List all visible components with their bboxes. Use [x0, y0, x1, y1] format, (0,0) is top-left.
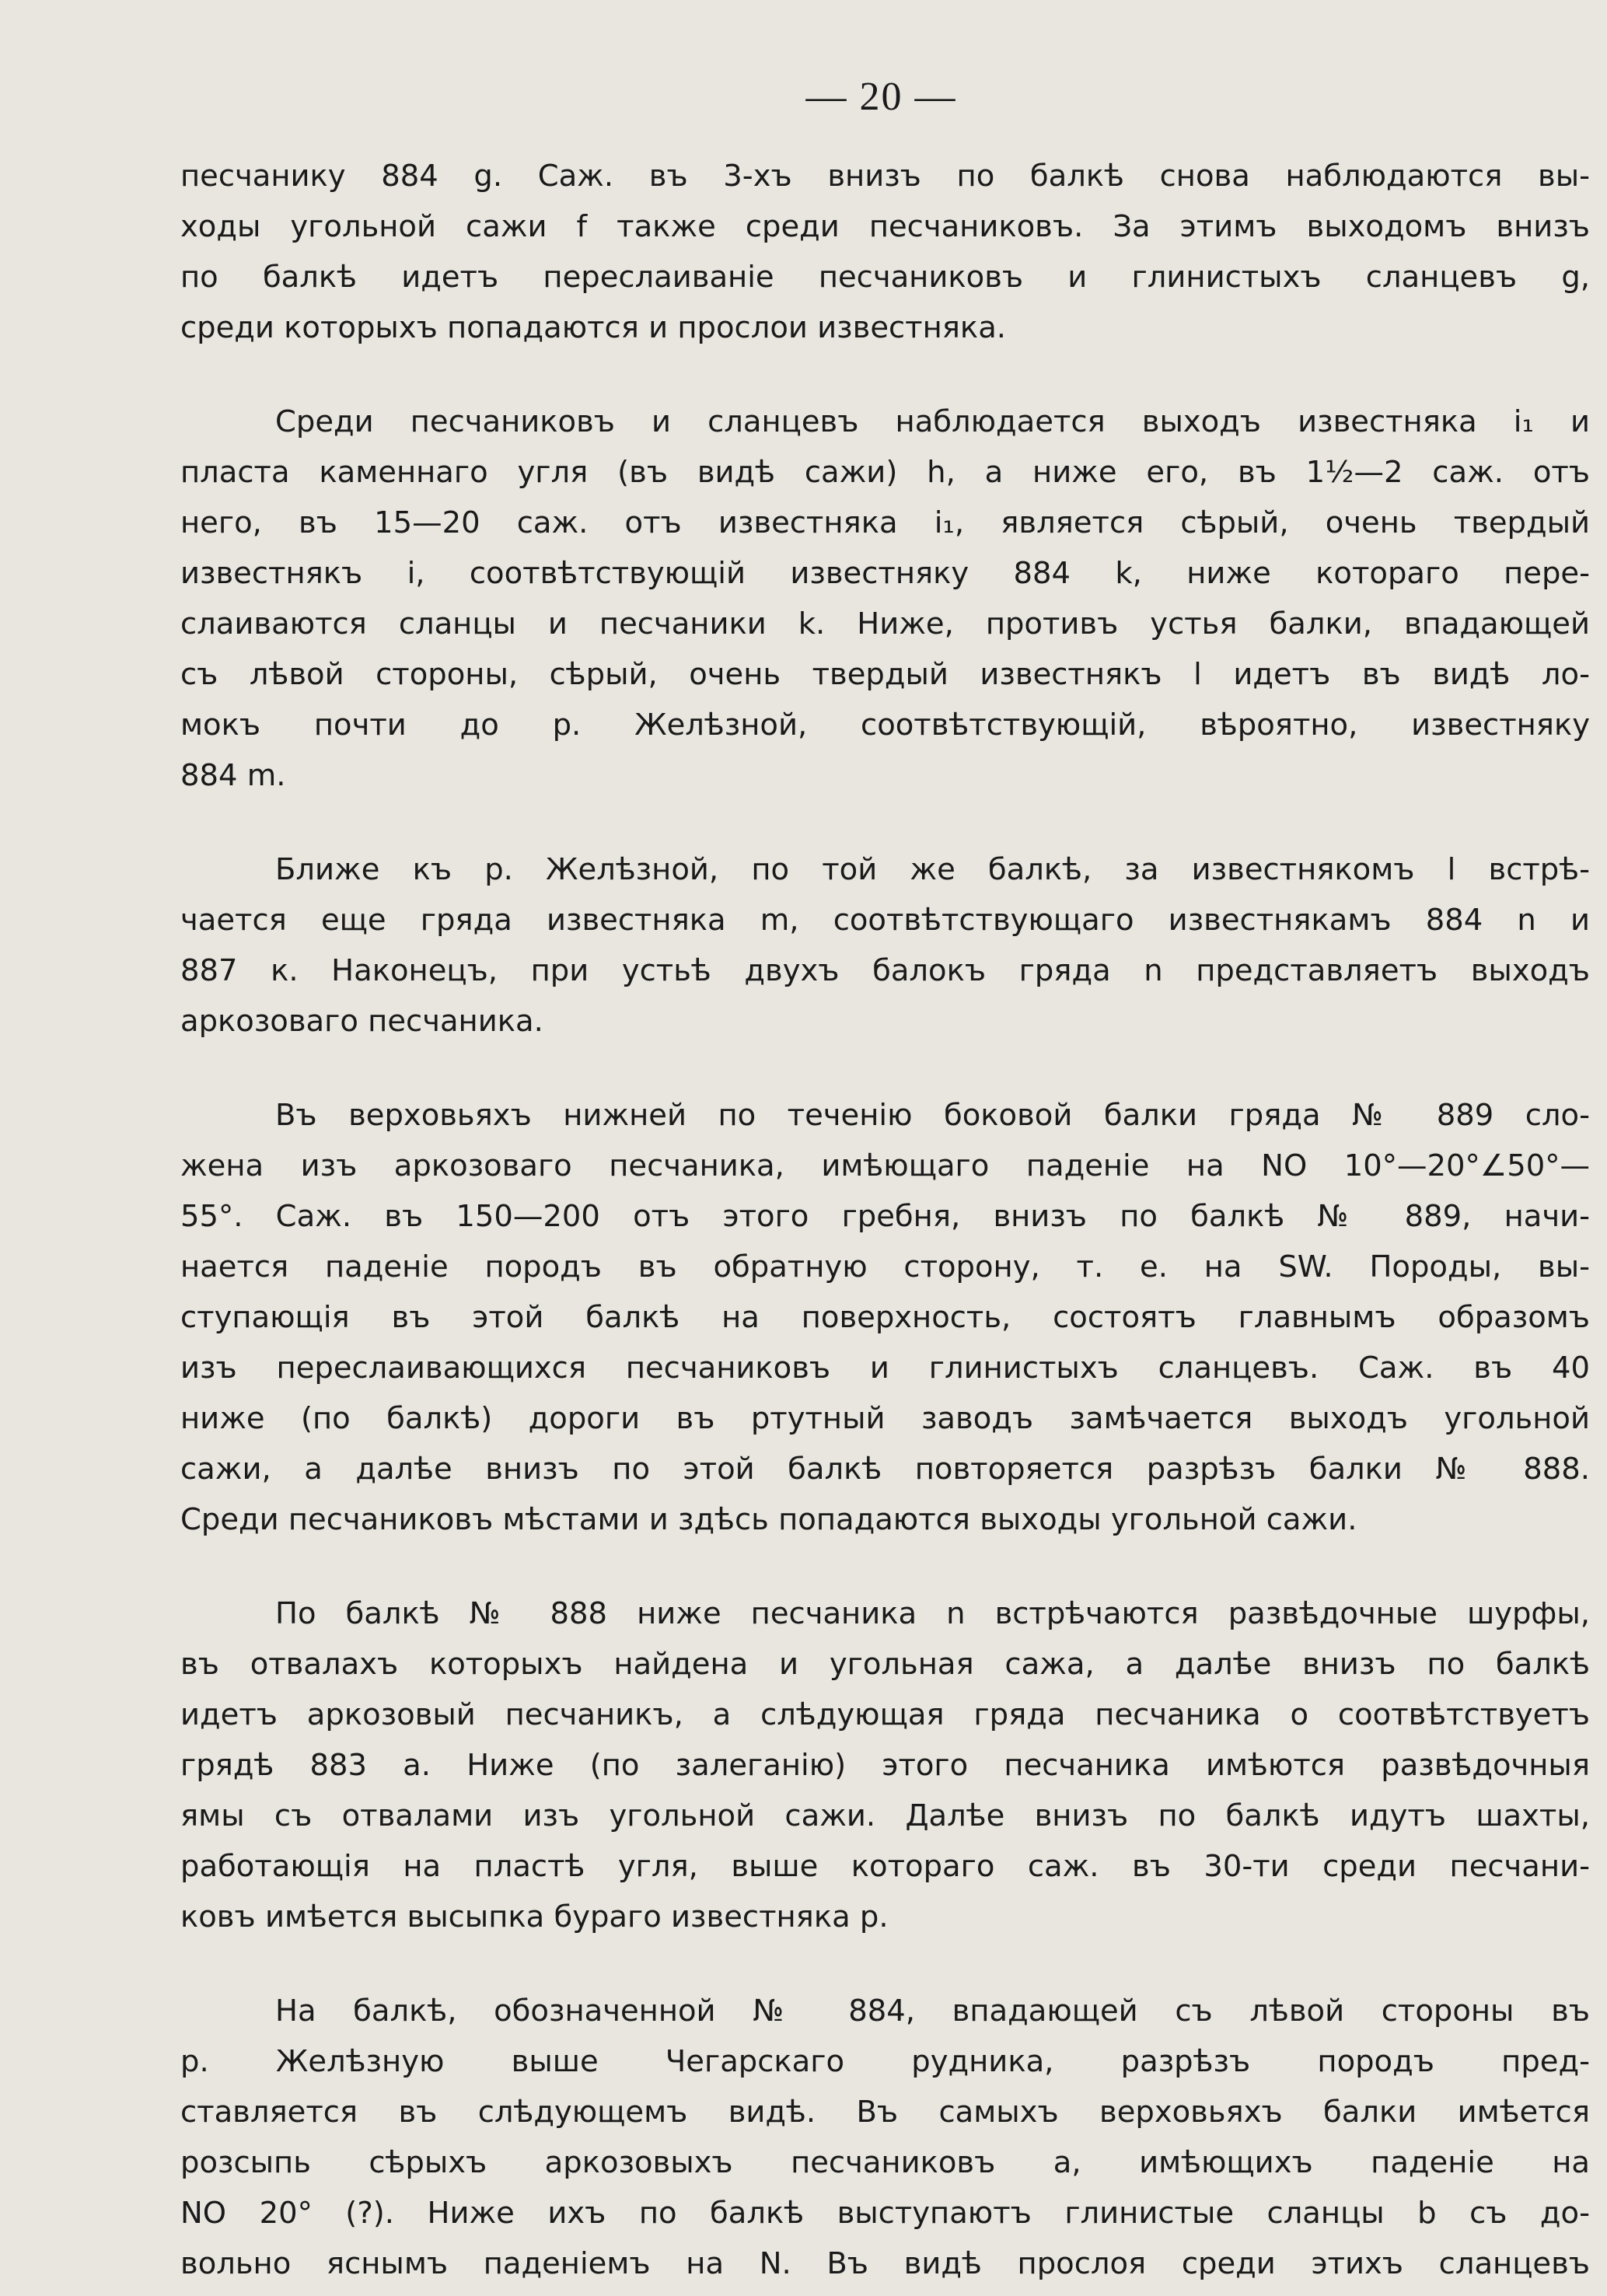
text-line: По балкѣ № 888 ниже песчаника n встрѣчаются развѣдочные шурфы, [275, 1596, 1590, 1631]
text-line: песчанику 884 g. Саж. въ 3-хъ внизъ по балкѣ снова наблюдаются вы- [180, 159, 1590, 194]
paragraph-1 [180, 151, 1590, 353]
text-line: мокъ почти до р. Желѣзной, соотвѣтствующiй, вѣроятно, известняку [180, 708, 1590, 743]
paragraph-2 [180, 397, 1590, 801]
text-line: ниже (по балкѣ) дороги въ ртутный заводъ замѣчается выходъ угольной [180, 1401, 1590, 1436]
text-line: вольно яснымъ паденiемъ на N. Въ видѣ прослоя среди этихъ сланцевъ [180, 2246, 1590, 2281]
text-line: 884 m. [180, 758, 286, 793]
text-line: грядѣ 883 a. Ниже (по залеганiю) этого песчаника имѣются развѣдочныя [180, 1748, 1590, 1783]
text-line: жена изъ аркозоваго песчаника, имѣющаго паденiе на NO 10°—20°∠50°— [180, 1148, 1590, 1183]
text-line: ставляется въ слѣдующемъ видѣ. Въ самыхъ верховьяхъ балки имѣется [180, 2095, 1590, 2130]
paragraph-6 [180, 1986, 1590, 2289]
text-line: нается паденiе породъ въ обратную сторону, т. е. на SW. Породы, вы- [180, 1249, 1590, 1284]
paragraph-5 [180, 1588, 1590, 1942]
text-line: слаиваются сланцы и песчаники k. Ниже, противъ устья балки, впадающей [180, 606, 1590, 641]
text-line: Ближе къ р. Желѣзной, по той же балкѣ, за известнякомъ l встрѣ- [275, 852, 1590, 887]
text-line: сажи, а далѣе внизъ по этой балкѣ повторяется разрѣзъ балки № 888. [180, 1452, 1590, 1487]
text-line: чается еще гряда известняка m, соотвѣтствующаго известнякамъ 884 n и [180, 903, 1590, 938]
paragraph-4 [180, 1090, 1590, 1545]
page-number: — 20 — [805, 75, 957, 119]
text-line: 55°. Саж. въ 150—200 отъ этого гребня, внизъ по балкѣ № 889, начи- [180, 1199, 1590, 1234]
text-line: р. Желѣзную выше Чегарскаго рудника, разрѣзъ породъ пред- [180, 2044, 1590, 2079]
text-line: розсыпь сѣрыхъ аркозовыхъ песчаниковъ a, имѣющихъ паденiе на [180, 2145, 1590, 2180]
text-line: идетъ аркозовый песчаникъ, а слѣдующая гряда песчаника o соотвѣтствуетъ [180, 1697, 1590, 1732]
text-line: известнякъ i, соотвѣтствующiй известняку 884 k, ниже котораго пере- [180, 556, 1590, 591]
text-line: NO 20° (?). Ниже ихъ по балкѣ выступаютъ глинистые сланцы b съ до- [180, 2196, 1590, 2231]
text-line: ковъ имѣется высыпка бураго известняка p. [180, 1899, 889, 1934]
text-line: ходы угольной сажи f также среди песчаниковъ. За этимъ выходомъ внизъ [180, 209, 1590, 244]
text-line: съ лѣвой стороны, сѣрый, очень твердый известнякъ l идетъ въ видѣ ло- [180, 657, 1590, 692]
text-line: по балкѣ идетъ переслаиванiе песчаниковъ и глинистыхъ сланцевъ g, [180, 260, 1590, 295]
text-line: изъ переслаивающихся песчаниковъ и глинистыхъ сланцевъ. Саж. въ 40 [180, 1351, 1590, 1386]
text-line: среди которыхъ попадаются и прослои известняка. [180, 310, 1007, 345]
text-line: аркозоваго песчаника. [180, 1004, 543, 1039]
text-line: него, въ 15—20 саж. отъ известняка i₁, является сѣрый, очень твердый [180, 505, 1590, 540]
text-line: Въ верховьяхъ нижней по теченiю боковой балки гряда № 889 сло- [275, 1098, 1590, 1133]
paragraph-3 [180, 844, 1590, 1047]
text-line: 887 к. Наконецъ, при устьѣ двухъ балокъ гряда n представляетъ выходъ [180, 953, 1590, 988]
text-line: ямы съ отвалами изъ угольной сажи. Далѣе внизъ по балкѣ идутъ шахты, [180, 1798, 1590, 1833]
text-line: пласта каменнаго угля (въ видѣ сажи) h, а ниже его, въ 1½—2 саж. отъ [180, 455, 1590, 490]
text-line: Среди песчаниковъ и сланцевъ наблюдается выходъ известняка i₁ и [275, 404, 1590, 439]
text-line: На балкѣ, обозначенной № 884, впадающей съ лѣвой стороны въ [275, 1994, 1590, 2029]
text-line: въ отвалахъ которыхъ найдена и угольная сажа, а далѣе внизъ по балкѣ [180, 1647, 1590, 1682]
text-line: ступающiя въ этой балкѣ на поверхность, состоятъ главнымъ образомъ [180, 1300, 1590, 1335]
text-line: Среди песчаниковъ мѣстами и здѣсь попадаются выходы угольной сажи. [180, 1502, 1357, 1537]
text-line: работающiя на пластѣ угля, выше котораго саж. въ 30-ти среди песчани- [180, 1849, 1590, 1884]
